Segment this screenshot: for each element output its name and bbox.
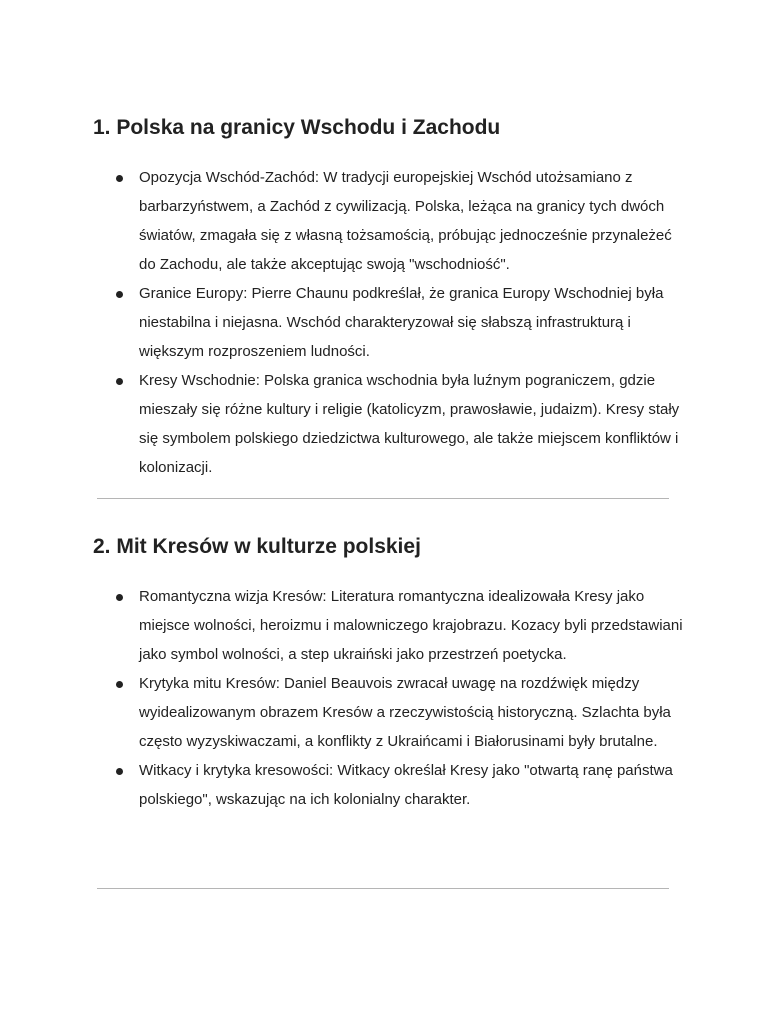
list-item [93, 163, 683, 279]
bullet-dot-icon [116, 175, 123, 182]
horizontal-divider [97, 498, 669, 499]
list-item-text: Krytyka mitu Kresów: Daniel Beauvois zwracał uwagę na rozdźwięk między wyidealizowanym obrazem Kresów a rzeczywistością historyczną. Szlachta była często wyzyskiwaczami, a konflikty z Ukraińcami i Białorusinami były brutalne. [139, 675, 671, 750]
list-item-text: Granice Europy: Pierre Chaunu podkreślał, że granica Europy Wschodniej była niestabilna i niejasna. Wschód charakteryzował się słabszą infrastrukturą i większym rozproszeniem ludności. [139, 285, 664, 360]
list-item [93, 279, 683, 366]
list-item [93, 669, 683, 756]
list-item-text: Witkacy i krytyka kresowości: Witkacy określał Kresy jako "otwartą ranę państwa polskiego", wskazując na ich kolonialny charakter. [139, 762, 673, 808]
bullet-dot-icon [116, 378, 123, 385]
bullet-dot-icon [116, 594, 123, 601]
section-heading: 2. Mit Kresów w kulturze polskiej [93, 535, 421, 558]
list-item-text: Romantyczna wizja Kresów: Literatura romantyczna idealizowała Kresy jako miejsce wolności, heroizmu i malowniczego krajobrazu. Kozacy byli przedstawiani jako symbol wolności, a step ukraiński jako przestrzeń poetycka. [139, 588, 683, 663]
horizontal-divider [97, 888, 669, 889]
section-polska-na-granicy [93, 114, 683, 482]
section-heading: 1. Polska na granicy Wschodu i Zachodu [93, 116, 501, 139]
bullet-dot-icon [116, 291, 123, 298]
bullet-dot-icon [116, 681, 123, 688]
list-item [93, 582, 683, 669]
bullet-list [93, 582, 683, 814]
bullet-dot-icon [116, 768, 123, 775]
list-item-text: Opozycja Wschód-Zachód: W tradycji europejskiej Wschód utożsamiano z barbarzyństwem, a Zachód z cywilizacją. Polska, leżąca na granicy tych dwóch światów, zmagała się z własną tożsamością, próbując jednocześnie przynależeć do Zachodu, ale także akceptując swoją "wschodniość". [139, 169, 672, 273]
bullet-list [93, 163, 683, 482]
list-item [93, 756, 683, 814]
section-mit-kresow [93, 533, 683, 814]
list-item-text: Kresy Wschodnie: Polska granica wschodnia była luźnym pograniczem, gdzie mieszały się różne kultury i religie (katolicyzm, prawosławie, judaizm). Kresy stały się symbolem polskiego dziedzictwa kulturowego, ale także miejscem konfliktów i kolonizacji. [139, 372, 680, 476]
list-item [93, 366, 683, 482]
